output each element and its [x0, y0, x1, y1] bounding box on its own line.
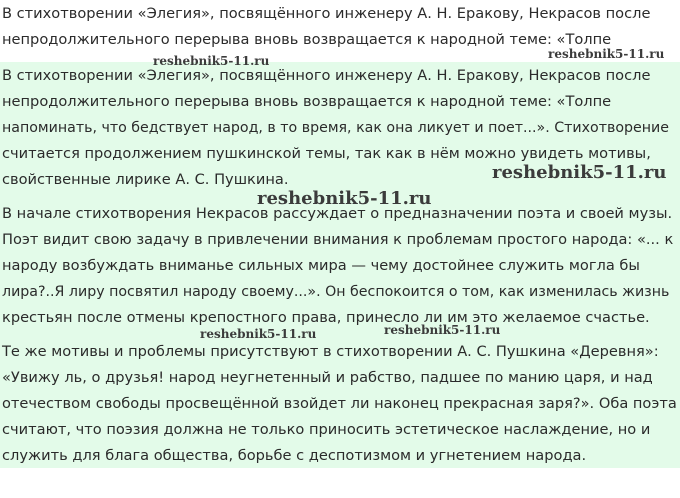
text-line: свойственные лирике А. С. Пушкина.	[2, 171, 289, 188]
text-line: отечеством свободы просвещённой взойдет ли наконец прекрасная заря?». Оба поэта	[2, 395, 677, 412]
watermark: reshebnik5-11.ru	[153, 54, 270, 68]
text-line: В начале стихотворения Некрасов рассуждает о предназначении поэта и своей музы.	[2, 205, 673, 222]
text-line: считается продолжением пушкинской темы, так как в нём можно увидеть мотивы,	[2, 145, 651, 162]
text-line: считают, что поэзия должна не только приносить эстетическое наслаждение, но и	[2, 421, 651, 438]
text-line: Те же мотивы и проблемы присутствуют в стихотворении А. С. Пушкина «Деревня»:	[2, 343, 659, 360]
text-line: «Увижу ль, о друзья! народ неугнетенный и рабство, падшее по манию царя, и над	[2, 369, 653, 386]
text-line: В стихотворении «Элегия», посвящённого инженеру А. Н. Еракову, Некрасов после	[2, 67, 651, 84]
text-line: В стихотворении «Элегия», посвящённого инженеру А. Н. Еракову, Некрасов после	[2, 5, 651, 22]
watermark: reshebnik5-11.ru	[257, 188, 432, 209]
paragraph-2	[2, 201, 678, 331]
watermark: reshebnik5-11.ru	[548, 47, 665, 61]
text-line: Поэт видит свою задачу в привлечении внимания к проблемам простого народа: «... к	[2, 231, 674, 248]
top-paragraph	[2, 1, 678, 53]
text-line: народу возбуждать вниманье сильных мира — чему достойнее служить могла бы	[2, 257, 640, 274]
text-line: служить для блага общества, борьбе с деспотизмом и угнетением народа.	[2, 447, 587, 464]
text-line: крестьян после отмены крепостного права, принесло ли им это желаемое счастье.	[2, 309, 650, 326]
paragraph-3	[2, 339, 678, 469]
text-line: напоминать, что бедствует народ, в то время, как она ликует и поет...». Стихотворение	[2, 120, 669, 136]
watermark: reshebnik5-11.ru	[200, 327, 317, 341]
watermark: reshebnik5-11.ru	[492, 162, 667, 183]
text-line: непродолжительного перерыва вновь возвращается к народной теме: «Толпе	[2, 31, 612, 48]
watermark: reshebnik5-11.ru	[384, 323, 501, 337]
text-line: лира?..Я лиру посвятил народу своему...». Он беспокоится о том, как изменилась жизнь	[2, 284, 670, 300]
text-line: непродолжительного перерыва вновь возвращается к народной теме: «Толпе	[2, 93, 612, 110]
